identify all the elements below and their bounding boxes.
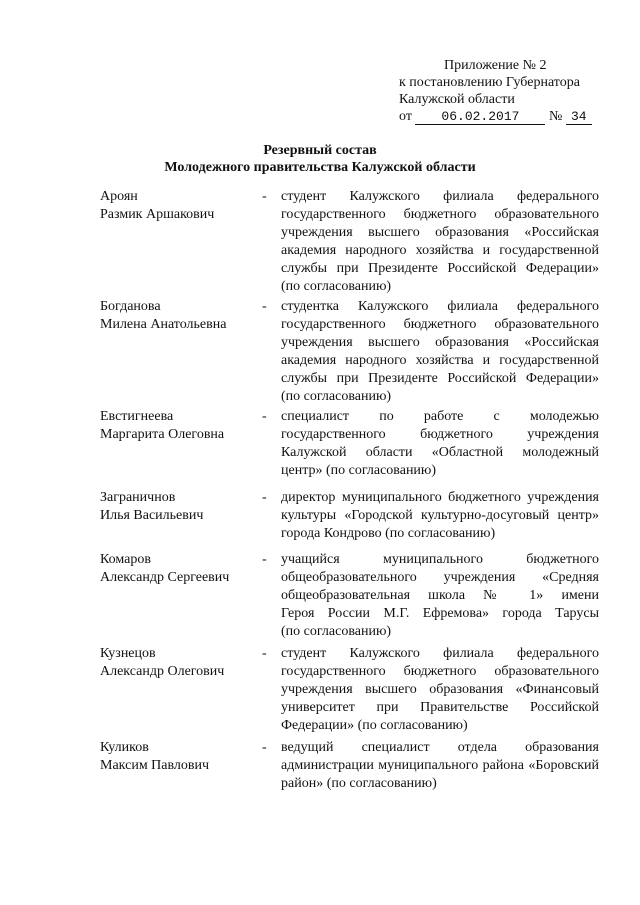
appendix-decree-line: к постановлению Губернатора (399, 75, 580, 90)
description-line: государственного бюджетного образовательного (281, 664, 599, 679)
description-line: студент Калужского филиала федерального (281, 646, 599, 661)
description-line: государственного бюджетного образовательного (281, 207, 599, 222)
member-given-name: Александр Сергеевич (100, 570, 230, 585)
description-line: студент Калужского филиала федерального (281, 189, 599, 204)
description-line: общеобразовательная школа № 1» имени (281, 588, 599, 603)
description-line: Героя России М.Г. Ефремова» города Тарусы (281, 606, 599, 621)
dash-separator: - (262, 409, 267, 424)
appendix-region-line: Калужской области (399, 92, 515, 107)
member-given-name: Илья Васильевич (100, 508, 204, 523)
member-name (100, 551, 260, 587)
description-line: города Кондрово (по согласованию) (281, 526, 496, 541)
dash-separator: - (262, 189, 267, 204)
member-given-name: Милена Анатольевна (100, 317, 227, 332)
description-line: район» (по согласованию) (281, 776, 437, 791)
description-line: (по согласованию) (281, 279, 392, 294)
decree-date: 06.02.2017 (415, 110, 545, 125)
description-line: Федерации» (по согласованию) (281, 718, 468, 733)
member-description (281, 739, 599, 793)
description-line: государственного бюджетного образовательного (281, 317, 599, 332)
member-description (281, 645, 599, 735)
description-line: (по согласованию) (281, 389, 392, 404)
member-description (281, 489, 599, 543)
dash-separator: - (262, 552, 267, 567)
member-surname: Ароян (100, 189, 138, 204)
appendix-title: Приложение № 2 (444, 58, 547, 73)
dash-separator: - (262, 740, 267, 755)
description-line: студентка Калужского филиала федерального (281, 299, 599, 314)
description-line: центр» (по согласованию) (281, 463, 437, 478)
member-surname: Евстигнеева (100, 409, 174, 424)
description-line: службы при Президенте Российской Федерации» (281, 371, 599, 386)
member-given-name: Размик Аршакович (100, 207, 215, 222)
member-surname: Комаров (100, 552, 151, 567)
description-line: академия народного хозяйства и государственной (281, 243, 599, 258)
member-description (281, 298, 599, 406)
member-name (100, 408, 260, 444)
member-name (100, 739, 260, 775)
member-description (281, 188, 599, 296)
member-surname: Куликов (100, 740, 149, 755)
number-label: № (548, 109, 563, 124)
member-surname: Кузнецов (100, 646, 156, 661)
description-line: учреждения высшего образования «Российская (281, 225, 599, 240)
member-name (100, 645, 260, 681)
description-line: администрации муниципального района «Боровский (281, 758, 599, 773)
description-line: ведущий специалист отдела образования (281, 740, 599, 755)
page-subtitle: Молодежного правительства Калужской области (164, 160, 476, 175)
description-line: общеобразовательного учреждения «Средняя (281, 570, 599, 585)
description-line: (по согласованию) (281, 624, 392, 639)
page-title: Резервный состав (263, 143, 377, 158)
member-given-name: Максим Павлович (100, 758, 210, 773)
description-line: университет при Правительстве Российской (281, 700, 599, 715)
description-line: учреждения высшего образования «Российская (281, 335, 599, 350)
member-description (281, 551, 599, 641)
description-line: специалист по работе с молодежью (281, 409, 599, 424)
dash-separator: - (262, 490, 267, 505)
description-line: Калужской области «Областной молодежный (281, 445, 599, 460)
member-given-name: Александр Олегович (100, 664, 225, 679)
description-line: государственного бюджетного учреждения (281, 427, 599, 442)
member-surname: Богданова (100, 299, 161, 314)
member-surname: Заграничнов (100, 490, 176, 505)
description-line: учреждения высшего образования «Финансовый (281, 682, 599, 697)
from-label: от (399, 109, 412, 124)
member-name (100, 489, 260, 525)
dash-separator: - (262, 646, 267, 661)
dash-separator: - (262, 299, 267, 314)
member-name (100, 188, 260, 224)
decree-number: 34 (566, 110, 592, 125)
member-given-name: Маргарита Олеговна (100, 427, 225, 442)
description-line: культуры «Городской культурно-досуговый центр» (281, 508, 599, 523)
description-line: учащийся муниципального бюджетного (281, 552, 599, 567)
member-name (100, 298, 260, 334)
member-description (281, 408, 599, 480)
appendix-block (399, 57, 592, 125)
appendix-date-number-line (399, 108, 592, 125)
description-line: академия народного хозяйства и государственной (281, 353, 599, 368)
description-line: службы при Президенте Российской Федерации» (281, 261, 599, 276)
description-line: директор муниципального бюджетного учреждения (281, 490, 599, 505)
